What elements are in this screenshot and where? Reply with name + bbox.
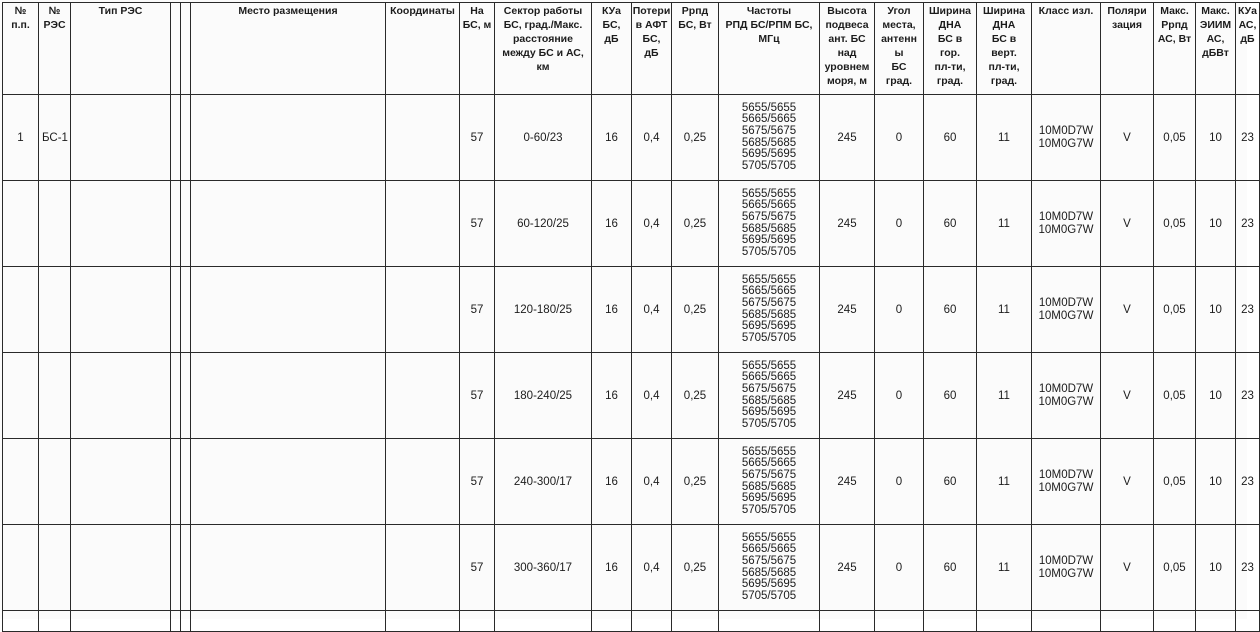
cell-frequencies-line: 5685/5685 <box>741 566 797 579</box>
cell-eirp-as: 10 <box>1196 525 1236 611</box>
cell-frequencies-line: 5655/5655 <box>741 187 797 200</box>
cell-horizontal-beamwidth: 60 <box>924 525 977 611</box>
header-line: в АФТ <box>635 19 668 31</box>
cell-polarization: V <box>1101 267 1154 353</box>
cell-gain-as: 23 <box>1236 439 1260 525</box>
cell-frequencies-line: 5675/5675 <box>741 210 797 223</box>
cell-frequencies-line: 5695/5695 <box>741 492 797 505</box>
cell-gain-bs: 16 <box>592 95 632 181</box>
cell-emission-class-line: 10M0D7W <box>1038 296 1094 309</box>
header-line: АС, Вт <box>1157 33 1192 45</box>
cell-emission-class <box>1032 525 1101 611</box>
header-line: Ширина <box>928 5 972 17</box>
cell-gain-bs: 16 <box>592 181 632 267</box>
cell-height-bs: 57 <box>460 181 495 267</box>
header-line: БС, <box>602 19 621 31</box>
header-row <box>3 3 1260 95</box>
table-row-partial <box>3 611 1260 632</box>
cell-vertical-beamwidth: 11 <box>977 353 1032 439</box>
cell-location <box>191 267 386 353</box>
cell-coordinates <box>386 181 460 267</box>
cell-tx-power-bs: 0,25 <box>672 439 719 525</box>
cell-empty <box>386 611 460 632</box>
cell-tx-power-bs: 0,25 <box>672 181 719 267</box>
cell-frequencies-line: 5665/5665 <box>741 457 797 470</box>
header-line: гор. <box>940 47 960 59</box>
cell-empty <box>191 611 386 632</box>
cell-frequencies-line: 5675/5675 <box>741 382 797 395</box>
header-line: КУа <box>601 5 622 17</box>
cell-gain-as: 23 <box>1236 525 1260 611</box>
header-line: Угол <box>887 5 911 17</box>
cell-res-num <box>39 267 71 353</box>
header-line: Макс. <box>1160 5 1189 17</box>
cell-tilt: 0 <box>875 95 924 181</box>
cell-frequencies-line: 5705/5705 <box>741 331 797 344</box>
table-row <box>3 267 1260 353</box>
header-eirp-as <box>1196 3 1236 95</box>
cell-horizontal-beamwidth: 60 <box>924 439 977 525</box>
cell-num <box>3 525 39 611</box>
cell-emission-class-line: 10M0G7W <box>1038 481 1094 494</box>
cell-location <box>191 181 386 267</box>
cell-blank <box>181 181 191 267</box>
header-line: верт. <box>991 47 1017 59</box>
cell-emission-class-line: 10M0G7W <box>1038 309 1094 322</box>
cell-tilt: 0 <box>875 439 924 525</box>
cell-emission-class-line: 10M0D7W <box>1038 382 1094 395</box>
cell-horizontal-beamwidth: 60 <box>924 353 977 439</box>
header-num <box>3 3 39 95</box>
header-coordinates <box>386 3 460 95</box>
cell-vertical-beamwidth: 11 <box>977 439 1032 525</box>
cell-blank <box>171 95 181 181</box>
cell-emission-class-line: 10M0D7W <box>1038 124 1094 137</box>
header-line: АС, <box>1206 33 1225 45</box>
cell-tx-power-bs: 0,25 <box>672 267 719 353</box>
header-line: На <box>470 5 484 17</box>
cell-losses: 0,4 <box>632 525 672 611</box>
cell-losses: 0,4 <box>632 353 672 439</box>
header-res-num <box>39 3 71 95</box>
cell-blank <box>181 267 191 353</box>
header-line: пл-ти, <box>988 61 1020 73</box>
cell-coordinates <box>386 353 460 439</box>
cell-blank <box>181 439 191 525</box>
cell-empty <box>1101 611 1154 632</box>
cell-frequencies-line: 5665/5665 <box>741 371 797 384</box>
cell-gain-as: 23 <box>1236 181 1260 267</box>
cell-blank <box>181 353 191 439</box>
cell-coordinates <box>386 95 460 181</box>
header-line: РПД БС/РПМ БС, <box>725 19 813 31</box>
header-line: ЭИИМ <box>1199 19 1232 31</box>
cell-location <box>191 525 386 611</box>
cell-empty <box>977 611 1032 632</box>
header-line: Место размещения <box>238 5 338 17</box>
cell-empty <box>632 611 672 632</box>
header-line: над <box>837 47 857 59</box>
cell-location <box>191 353 386 439</box>
header-line: зация <box>1112 19 1142 31</box>
header-line: Высота <box>827 5 867 17</box>
cell-empty <box>719 611 820 632</box>
header-line: Поляри <box>1107 5 1147 17</box>
cell-sector: 120-180/25 <box>495 267 592 353</box>
cell-gain-bs: 16 <box>592 267 632 353</box>
cell-frequencies-line: 5685/5685 <box>741 222 797 235</box>
header-line: Потери <box>632 5 671 17</box>
cell-frequencies-line: 5705/5705 <box>741 589 797 602</box>
cell-tx-power-as: 0,05 <box>1154 181 1196 267</box>
cell-res-type <box>71 439 171 525</box>
header-line: расстояние <box>513 33 573 45</box>
bs-parameters-table <box>2 2 1260 632</box>
table-row <box>3 181 1260 267</box>
cell-height-bs: 57 <box>460 439 495 525</box>
table-row <box>3 95 1260 181</box>
header-polarization <box>1101 3 1154 95</box>
cell-empty <box>924 611 977 632</box>
header-line: Макс. <box>1201 5 1230 17</box>
cell-empty <box>1032 611 1101 632</box>
header-line: Pрпд <box>1161 19 1188 31</box>
cell-location <box>191 439 386 525</box>
header-line: Тип РЭС <box>98 5 143 17</box>
header-line: уровнем <box>824 61 870 73</box>
header-line: БС, <box>642 33 661 45</box>
cell-eirp-as: 10 <box>1196 267 1236 353</box>
header-line: ДНА <box>938 19 962 31</box>
cell-emission-class-line: 10M0D7W <box>1038 210 1094 223</box>
cell-res-type <box>71 95 171 181</box>
header-line: дБ <box>644 47 659 59</box>
cell-sector: 240-300/17 <box>495 439 592 525</box>
cell-polarization: V <box>1101 525 1154 611</box>
header-line: БС, Вт <box>678 19 712 31</box>
table-row <box>3 353 1260 439</box>
header-line: град. <box>990 75 1018 87</box>
cell-blank <box>171 525 181 611</box>
cell-empty <box>1196 611 1236 632</box>
cell-antenna-height: 245 <box>820 95 875 181</box>
cell-num <box>3 181 39 267</box>
header-line: моря, м <box>826 75 868 87</box>
header-line: град. <box>885 75 913 87</box>
cell-empty <box>3 611 39 632</box>
cell-eirp-as: 10 <box>1196 181 1236 267</box>
cell-gain-bs: 16 <box>592 439 632 525</box>
cell-polarization: V <box>1101 353 1154 439</box>
cell-empty <box>39 611 71 632</box>
header-line: БС, м <box>462 19 492 31</box>
cell-frequencies-line: 5685/5685 <box>741 308 797 321</box>
cell-empty <box>181 611 191 632</box>
cell-gain-as: 23 <box>1236 95 1260 181</box>
header-line: подвеса <box>825 19 869 31</box>
cell-frequencies-line: 5685/5685 <box>741 480 797 493</box>
cell-horizontal-beamwidth: 60 <box>924 181 977 267</box>
header-line: Ширина <box>982 5 1026 17</box>
cell-empty <box>1154 611 1196 632</box>
cell-num <box>3 439 39 525</box>
cell-frequencies-line: 5655/5655 <box>741 531 797 544</box>
cell-frequencies-line: 5695/5695 <box>741 578 797 591</box>
cell-empty <box>1236 611 1260 632</box>
cell-vertical-beamwidth: 11 <box>977 95 1032 181</box>
cell-tilt: 0 <box>875 181 924 267</box>
header-line: № <box>14 5 27 17</box>
cell-frequencies-line: 5655/5655 <box>741 101 797 114</box>
cell-blank <box>171 439 181 525</box>
cell-emission-class <box>1032 267 1101 353</box>
cell-frequencies-line: 5665/5665 <box>741 285 797 298</box>
cell-frequencies-line: 5675/5675 <box>741 468 797 481</box>
header-line: БС, град./Макс. <box>503 19 583 31</box>
header-line: ы <box>894 47 904 59</box>
cell-empty <box>71 611 171 632</box>
cell-losses: 0,4 <box>632 181 672 267</box>
cell-frequencies-line: 5695/5695 <box>741 320 797 333</box>
cell-vertical-beamwidth: 11 <box>977 267 1032 353</box>
cell-emission-class-line: 10M0G7W <box>1038 567 1094 580</box>
cell-blank <box>171 181 181 267</box>
cell-frequencies <box>719 267 820 353</box>
cell-tilt: 0 <box>875 267 924 353</box>
cell-frequencies-line: 5665/5665 <box>741 113 797 126</box>
cell-height-bs: 57 <box>460 353 495 439</box>
cell-frequencies-line: 5695/5695 <box>741 234 797 247</box>
header-line: АС, <box>1238 19 1257 31</box>
cell-blank <box>181 95 191 181</box>
cell-frequencies-line: 5705/5705 <box>741 417 797 430</box>
cell-num <box>3 353 39 439</box>
header-line: КУа <box>1237 5 1258 17</box>
header-tilt <box>875 3 924 95</box>
cell-res-num <box>39 439 71 525</box>
cell-gain-as: 23 <box>1236 353 1260 439</box>
cell-sector: 60-120/25 <box>495 181 592 267</box>
cell-res-num <box>39 353 71 439</box>
cell-emission-class <box>1032 181 1101 267</box>
cell-antenna-height: 245 <box>820 181 875 267</box>
cell-emission-class <box>1032 353 1101 439</box>
cell-emission-class-line: 10M0G7W <box>1038 223 1094 236</box>
cell-eirp-as: 10 <box>1196 439 1236 525</box>
header-tx-power-as <box>1154 3 1196 95</box>
header-line: БС в <box>937 33 963 45</box>
cell-res-num <box>39 181 71 267</box>
header-line: дБ <box>604 33 619 45</box>
cell-losses: 0,4 <box>632 439 672 525</box>
cell-num <box>3 267 39 353</box>
header-line: км <box>536 61 550 73</box>
cell-empty <box>592 611 632 632</box>
cell-losses: 0,4 <box>632 95 672 181</box>
header-line: пл-ти, <box>934 61 966 73</box>
cell-frequencies-line: 5705/5705 <box>741 159 797 172</box>
header-line: БС <box>891 61 907 73</box>
cell-tilt: 0 <box>875 525 924 611</box>
cell-sector: 300-360/17 <box>495 525 592 611</box>
cell-frequencies-line: 5655/5655 <box>741 273 797 286</box>
cell-sector: 0-60/23 <box>495 95 592 181</box>
cell-gain-bs: 16 <box>592 353 632 439</box>
header-line: антенн <box>881 33 917 45</box>
cell-antenna-height: 245 <box>820 353 875 439</box>
cell-polarization: V <box>1101 439 1154 525</box>
header-line: ДНА <box>992 19 1016 31</box>
cell-coordinates <box>386 439 460 525</box>
header-line: град. <box>936 75 964 87</box>
cell-antenna-height: 245 <box>820 525 875 611</box>
header-line: п.п. <box>11 19 30 31</box>
cell-frequencies <box>719 95 820 181</box>
cell-empty <box>875 611 924 632</box>
cell-frequencies-line: 5705/5705 <box>741 503 797 516</box>
cell-emission-class-line: 10M0G7W <box>1038 137 1094 150</box>
cell-empty <box>672 611 719 632</box>
cell-frequencies <box>719 525 820 611</box>
header-blank-2 <box>181 3 191 95</box>
cell-blank <box>171 267 181 353</box>
cell-height-bs: 57 <box>460 267 495 353</box>
cell-coordinates <box>386 525 460 611</box>
cell-tilt: 0 <box>875 353 924 439</box>
cell-frequencies-line: 5695/5695 <box>741 148 797 161</box>
cell-height-bs: 57 <box>460 95 495 181</box>
cell-frequencies-line: 5675/5675 <box>741 124 797 137</box>
cell-empty <box>460 611 495 632</box>
cell-frequencies-line: 5685/5685 <box>741 394 797 407</box>
cell-frequencies <box>719 353 820 439</box>
cell-tx-power-bs: 0,25 <box>672 525 719 611</box>
cell-frequencies-line: 5675/5675 <box>741 554 797 567</box>
cell-vertical-beamwidth: 11 <box>977 181 1032 267</box>
cell-emission-class <box>1032 439 1101 525</box>
header-losses <box>632 3 672 95</box>
header-line: БС в <box>991 33 1017 45</box>
cell-frequencies <box>719 439 820 525</box>
cell-frequencies-line: 5665/5665 <box>741 543 797 556</box>
header-line: между БС и АС, <box>502 47 584 59</box>
table-row <box>3 439 1260 525</box>
cell-tx-power-as: 0,05 <box>1154 95 1196 181</box>
header-line: Класс изл. <box>1038 5 1094 17</box>
header-line: Частоты <box>746 5 792 17</box>
cell-emission-class-line: 10M0D7W <box>1038 468 1094 481</box>
header-line: № <box>48 5 61 17</box>
header-line: Сектор работы <box>503 5 583 17</box>
header-res-type <box>71 3 171 95</box>
cell-res-type <box>71 267 171 353</box>
cell-blank <box>181 525 191 611</box>
cell-horizontal-beamwidth: 60 <box>924 267 977 353</box>
cell-frequencies-line: 5665/5665 <box>741 199 797 212</box>
cell-res-num <box>39 525 71 611</box>
header-line: дБВт <box>1202 47 1229 59</box>
cell-antenna-height: 245 <box>820 267 875 353</box>
cell-tx-power-as: 0,05 <box>1154 267 1196 353</box>
cell-empty <box>820 611 875 632</box>
cell-polarization: V <box>1101 95 1154 181</box>
cell-empty <box>171 611 181 632</box>
cell-frequencies-line: 5695/5695 <box>741 406 797 419</box>
header-line: РЭС <box>43 19 66 31</box>
cell-frequencies <box>719 181 820 267</box>
cell-antenna-height: 245 <box>820 439 875 525</box>
header-frequencies <box>719 3 820 95</box>
cell-tx-power-as: 0,05 <box>1154 439 1196 525</box>
cell-tx-power-as: 0,05 <box>1154 353 1196 439</box>
cell-emission-class-line: 10M0D7W <box>1038 554 1094 567</box>
header-location <box>191 3 386 95</box>
cell-height-bs: 57 <box>460 525 495 611</box>
cell-frequencies-line: 5655/5655 <box>741 359 797 372</box>
header-line: Координаты <box>390 5 455 17</box>
cell-res-num: БС-1 <box>39 95 71 181</box>
cell-polarization: V <box>1101 181 1154 267</box>
cell-res-type <box>71 353 171 439</box>
header-antenna-height <box>820 3 875 95</box>
header-horizontal-beamwidth <box>924 3 977 95</box>
cell-horizontal-beamwidth: 60 <box>924 95 977 181</box>
header-blank-1 <box>171 3 181 95</box>
header-gain-as <box>1236 3 1260 95</box>
cell-res-type <box>71 525 171 611</box>
cell-sector: 180-240/25 <box>495 353 592 439</box>
cell-coordinates <box>386 267 460 353</box>
cell-eirp-as: 10 <box>1196 353 1236 439</box>
cell-frequencies-line: 5685/5685 <box>741 136 797 149</box>
cell-eirp-as: 10 <box>1196 95 1236 181</box>
header-height-bs <box>460 3 495 95</box>
header-line: дБ <box>1240 33 1255 45</box>
cell-gain-as: 23 <box>1236 267 1260 353</box>
cell-num: 1 <box>3 95 39 181</box>
header-tx-power-bs <box>672 3 719 95</box>
header-sector <box>495 3 592 95</box>
cell-location <box>191 95 386 181</box>
table-row <box>3 525 1260 611</box>
header-vertical-beamwidth <box>977 3 1032 95</box>
cell-losses: 0,4 <box>632 267 672 353</box>
cell-vertical-beamwidth: 11 <box>977 525 1032 611</box>
header-emission-class <box>1032 3 1101 95</box>
cell-emission-class <box>1032 95 1101 181</box>
cell-gain-bs: 16 <box>592 525 632 611</box>
header-line: ант. БС <box>828 33 866 45</box>
cell-frequencies-line: 5705/5705 <box>741 245 797 258</box>
cell-tx-power-bs: 0,25 <box>672 353 719 439</box>
header-line: Pрпд <box>681 5 709 17</box>
header-line: МГц <box>758 33 780 45</box>
cell-tx-power-as: 0,05 <box>1154 525 1196 611</box>
cell-tx-power-bs: 0,25 <box>672 95 719 181</box>
cell-frequencies-line: 5655/5655 <box>741 445 797 458</box>
cell-blank <box>171 353 181 439</box>
cell-empty <box>495 611 592 632</box>
cell-emission-class-line: 10M0G7W <box>1038 395 1094 408</box>
header-line: места, <box>882 19 916 31</box>
cell-res-type <box>71 181 171 267</box>
header-gain-bs <box>592 3 632 95</box>
cell-frequencies-line: 5675/5675 <box>741 296 797 309</box>
